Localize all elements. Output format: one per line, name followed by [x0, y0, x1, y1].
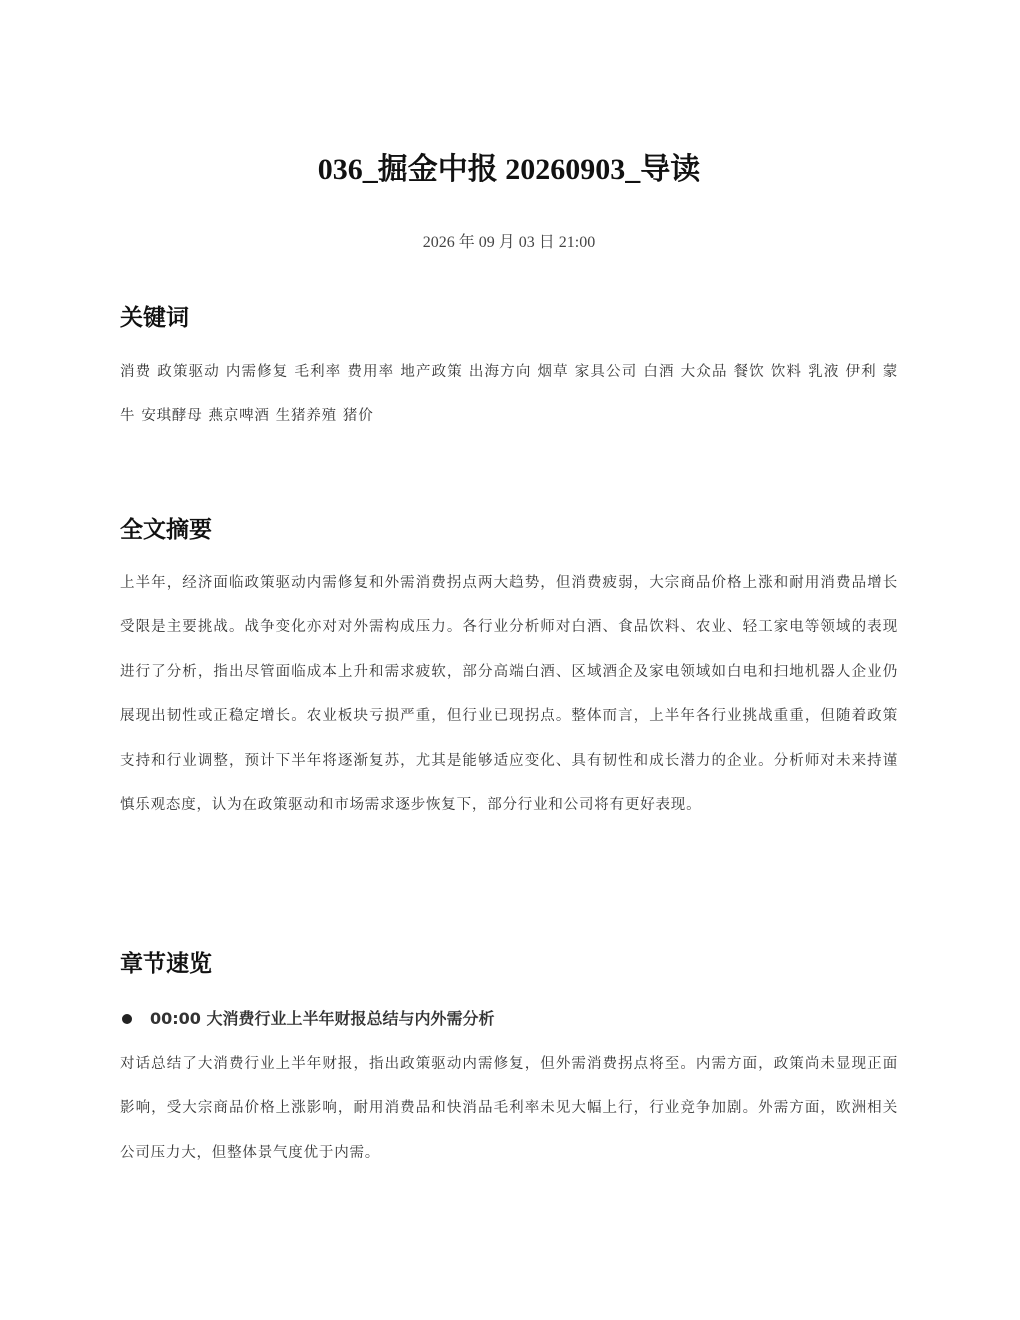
keyword: 安琪酵母	[141, 408, 203, 424]
summary-text: 上半年，经济面临政策驱动内需修复和外需消费拐点两大趋势，但消费疲弱，大宗商品价格上涨和耐用消费品增长受限是主要挑战。战争变化亦对对外需构成压力。各行业分析师对白酒、食品饮料、农业、轻工家电等领域的表现进行了分析，指出尽管面临成本上升和需求疲软，部分高端白酒、区域酒企及家电领域如白电和扫地机器人企业仍展现出韧性或正稳定增长。农业板块亏损严重，但行业已现拐点。整体而言，上半年各行业挑战重重，但随着政策支持和行业调整，预计下半年将逐渐复苏，尤其是能够适应变化、具有韧性和成长潜力的企业。分析师对未来持谨慎乐观态度，认为在政策驱动和市场需求逐步恢复下，部分行业和公司将有更好表现。	[120, 575, 898, 814]
keyword: 饮料	[770, 364, 803, 380]
keyword: 伊利	[845, 364, 877, 380]
keyword: 家具公司	[574, 364, 638, 380]
keyword: 烟草	[537, 364, 569, 380]
keyword: 大众品	[680, 364, 728, 380]
keywords-heading: 关键词	[120, 305, 189, 331]
summary-heading: 全文摘要	[120, 517, 212, 543]
keyword: 生猪养殖	[275, 408, 337, 424]
keyword: 餐饮	[733, 364, 765, 380]
chapters-heading: 章节速览	[120, 951, 212, 977]
keyword: 出海方向	[468, 364, 532, 380]
keyword: 乳液	[808, 364, 840, 380]
document-title: 036_掘金中报 20260903_导读	[317, 153, 701, 186]
document-date: 2026 年 09 月 03 日 21:00	[422, 234, 596, 251]
keyword: 燕京啤酒	[208, 408, 270, 424]
keywords-list	[120, 350, 898, 438]
keyword: 蒙牛	[120, 364, 899, 424]
bullet-icon	[122, 1014, 132, 1024]
keyword: 白酒	[643, 364, 675, 380]
keyword: 猪价	[342, 408, 374, 424]
chapter-summary-text: 对话总结了大消费行业上半年财报，指出政策驱动内需修复，但外需消费拐点将至。内需方面，政策尚未显现正面影响，受大宗商品价格上涨影响，耐用消费品和快消品毛利率未见大幅上行，行业竞争加剧。外需方面，欧洲相关公司压力大，但整体景气度优于内需。	[120, 1056, 898, 1161]
keyword: 消费	[120, 364, 152, 380]
keyword: 毛利率	[294, 364, 342, 380]
keyword: 内需修复	[225, 364, 289, 380]
keyword: 政策驱动	[157, 364, 220, 380]
chapter-title: 00:00 大消费行业上半年财报总结与内外需分析	[150, 1009, 495, 1028]
keyword: 费用率	[347, 364, 395, 380]
chapter-item	[120, 1005, 898, 1035]
keyword: 地产政策	[400, 364, 463, 380]
